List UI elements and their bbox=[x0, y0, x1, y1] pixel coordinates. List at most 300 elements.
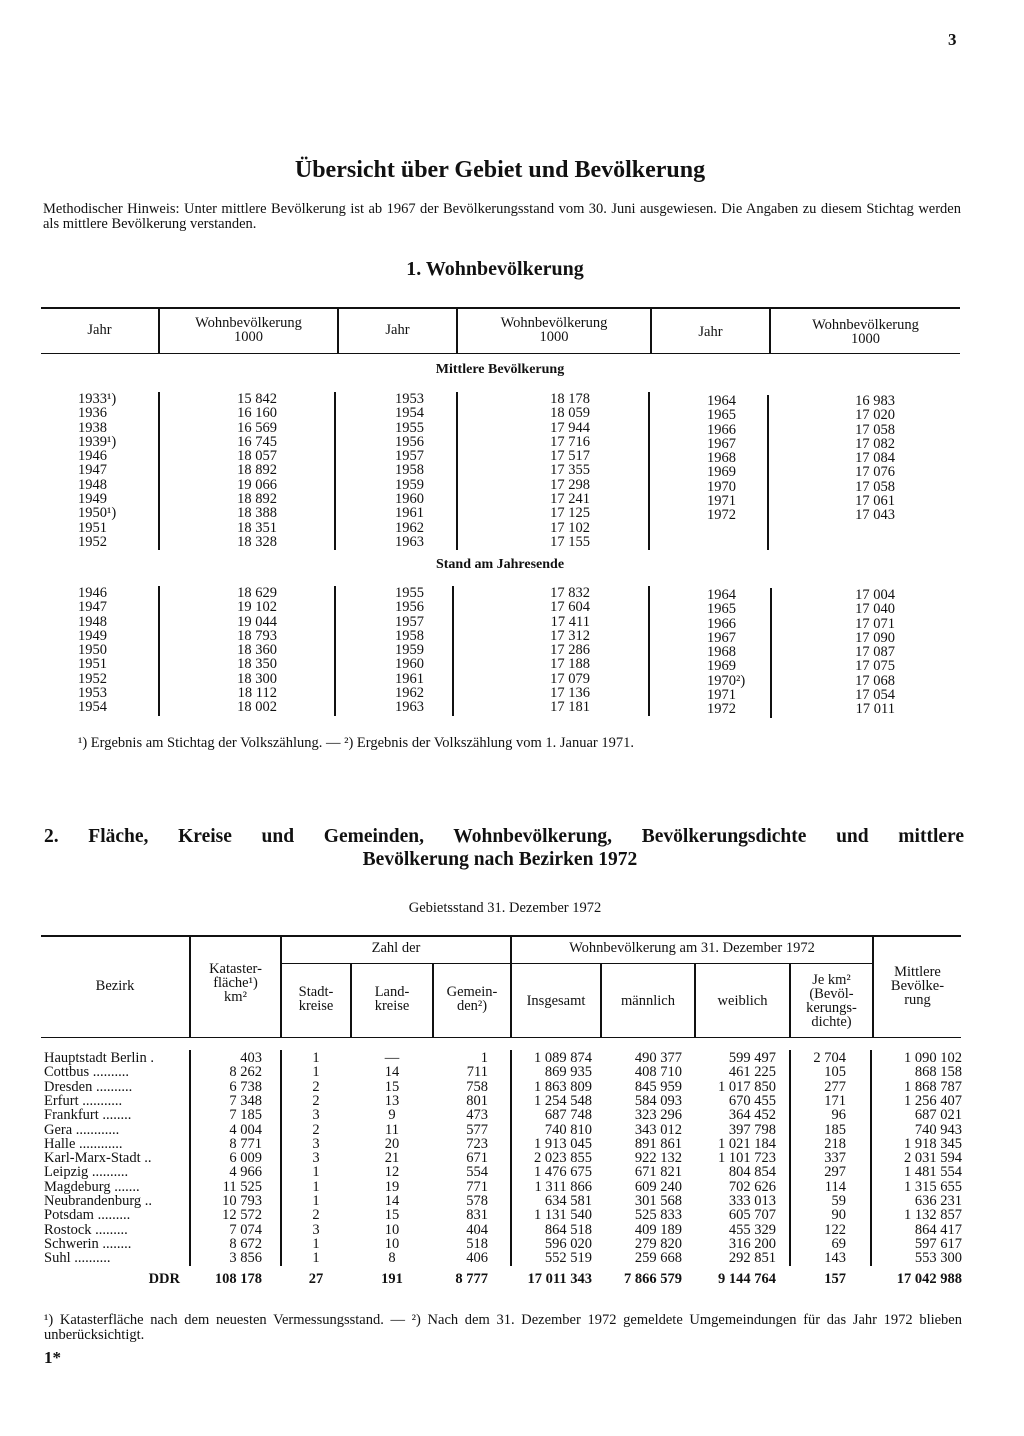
table-cell: 18 300 bbox=[237, 670, 277, 687]
table-cell: 1955 bbox=[395, 419, 424, 436]
table-cell: 1972 bbox=[707, 701, 736, 718]
table-cell: 18 057 bbox=[237, 448, 277, 465]
table-cell: 20 bbox=[384, 1135, 400, 1152]
table-cell: 1948 bbox=[78, 476, 107, 493]
bezirk-name: Rostock ......... bbox=[44, 1221, 128, 1238]
s-g3-values bbox=[815, 588, 895, 717]
sub-mittlere: Mittlere Bevölkerung bbox=[435, 362, 565, 377]
gebietsstand: Gebietsstand 31. Dezember 1972 bbox=[408, 900, 602, 916]
bezirk-name: Erfurt ........... bbox=[44, 1092, 123, 1109]
table-cell: 17 040 bbox=[855, 601, 895, 618]
s-g2-years bbox=[395, 586, 455, 715]
bezirk-name: Dresden .......... bbox=[44, 1078, 133, 1095]
t2-header-insgesamt: Insgesamt bbox=[526, 993, 586, 1009]
table-cell: 1970 bbox=[707, 478, 736, 495]
m-g2-values bbox=[510, 392, 590, 549]
table-cell: 6 738 bbox=[229, 1078, 262, 1095]
table-cell: 609 240 bbox=[634, 1178, 682, 1195]
table-cell: 17 061 bbox=[855, 493, 895, 510]
table-cell: 16 160 bbox=[237, 405, 277, 422]
table-cell: 17 075 bbox=[855, 658, 895, 675]
table-cell: 636 231 bbox=[914, 1193, 962, 1209]
page-title: Übersicht über Gebiet und Bevölkerung bbox=[294, 157, 706, 183]
m-g3-values bbox=[815, 394, 895, 523]
table-cell: 171 bbox=[824, 1092, 846, 1109]
table-cell: 1966 bbox=[707, 615, 736, 632]
table-cell: 19 044 bbox=[237, 613, 277, 630]
table-cell: 473 bbox=[466, 1107, 488, 1124]
table-cell: 143 bbox=[824, 1250, 846, 1267]
section1-heading: 1. Wohnbevölkerung bbox=[406, 258, 584, 280]
table-cell: 1950 bbox=[78, 642, 107, 659]
table-cell: 1 481 554 bbox=[904, 1164, 962, 1181]
table-cell: 4 004 bbox=[229, 1121, 262, 1138]
m-g1-values bbox=[200, 392, 277, 549]
table-cell: 18 328 bbox=[237, 533, 277, 550]
table-cell: 597 617 bbox=[914, 1235, 962, 1252]
total-cell: 8 777 bbox=[455, 1270, 488, 1287]
table-cell: 18 178 bbox=[550, 391, 590, 407]
m-g2-years bbox=[395, 392, 455, 549]
table-cell: 490 377 bbox=[634, 1050, 682, 1066]
signature-mark: 1* bbox=[44, 1348, 61, 1367]
table-cell: 12 bbox=[384, 1164, 400, 1181]
table-cell: 17 084 bbox=[855, 450, 895, 467]
table-cell: 864 518 bbox=[544, 1221, 592, 1238]
table-cell: 408 710 bbox=[634, 1064, 682, 1081]
table-cell: 1 863 809 bbox=[534, 1078, 592, 1095]
table-cell: 17 832 bbox=[550, 585, 590, 601]
t1-header-year-2: Jahr bbox=[385, 322, 410, 338]
total-cell: 17 011 343 bbox=[527, 1270, 592, 1287]
table-cell: 1964 bbox=[707, 393, 736, 409]
table-cell: 1951 bbox=[78, 656, 107, 673]
table-cell: 277 bbox=[824, 1078, 846, 1095]
table-cell: 316 200 bbox=[728, 1235, 776, 1252]
table-cell: 553 300 bbox=[914, 1250, 962, 1267]
t1-header-year-3: Jahr bbox=[698, 324, 723, 340]
bezirk-name: Neubrandenburg .. bbox=[44, 1193, 153, 1209]
table-cell: 17 298 bbox=[550, 476, 590, 493]
sub-stand: Stand am Jahresende bbox=[435, 557, 565, 572]
table-cell: 19 102 bbox=[237, 599, 277, 616]
table-cell: 17 004 bbox=[855, 587, 895, 603]
table-cell: 461 225 bbox=[728, 1064, 776, 1081]
table-cell: 17 082 bbox=[855, 435, 895, 452]
table-cell: 17 944 bbox=[550, 419, 590, 436]
table-cell: 1960 bbox=[395, 656, 424, 673]
table-cell: 518 bbox=[466, 1235, 488, 1252]
table-cell: 4 966 bbox=[229, 1164, 262, 1181]
table-cell: 17 125 bbox=[550, 505, 590, 522]
table-cell: 1 bbox=[312, 1064, 320, 1081]
table-cell: 16 983 bbox=[855, 393, 895, 409]
table-cell: 1951 bbox=[78, 519, 107, 536]
table2-group-rule bbox=[281, 963, 872, 964]
table-cell: 364 452 bbox=[728, 1107, 776, 1124]
table-cell: 18 892 bbox=[237, 491, 277, 508]
table-cell: 584 093 bbox=[634, 1092, 682, 1109]
t2-header-weiblich: weiblich bbox=[717, 993, 768, 1009]
section1-footnote: ¹) Ergebnis am Stichtag der Volkszählung. — ²) Ergebnis der Volkszählung vom 1. Januar 1971. bbox=[78, 735, 634, 751]
table-cell: 1 bbox=[312, 1250, 320, 1267]
table-cell: 1949 bbox=[78, 491, 107, 508]
table-cell: 1946 bbox=[78, 585, 107, 601]
table-cell: 10 bbox=[384, 1221, 400, 1238]
table-cell: 11 bbox=[385, 1121, 399, 1138]
total-cell: 7 866 579 bbox=[624, 1270, 682, 1287]
table-cell: 1 bbox=[312, 1050, 320, 1066]
t2-header-zahl-der: Zahl der bbox=[371, 940, 421, 956]
table-cell: 1965 bbox=[707, 601, 736, 618]
table-cell: 105 bbox=[824, 1064, 846, 1081]
table-cell: 1971 bbox=[707, 687, 736, 704]
table-cell: 740 943 bbox=[914, 1121, 962, 1138]
total-cell: 108 178 bbox=[214, 1270, 262, 1287]
table-cell: 723 bbox=[466, 1135, 488, 1152]
table-cell: 1956 bbox=[395, 599, 424, 616]
total-label: DDR bbox=[148, 1270, 180, 1287]
table-cell: 17 716 bbox=[550, 433, 590, 450]
bezirk-name: Magdeburg ....... bbox=[44, 1178, 140, 1195]
bezirk-name: Gera ............ bbox=[44, 1121, 120, 1138]
table-cell: 96 bbox=[831, 1107, 846, 1124]
t1-body-vline bbox=[767, 395, 769, 550]
table2-top-rule bbox=[41, 935, 961, 937]
table-cell: 3 bbox=[312, 1221, 320, 1238]
table-cell: 2 bbox=[312, 1078, 320, 1095]
t2-header-wohnbev: Wohnbevölkerung am 31. Dezember 1972 bbox=[569, 940, 815, 956]
table-cell: 17 076 bbox=[855, 464, 895, 481]
table-cell: 801 bbox=[466, 1092, 488, 1109]
table-cell: 891 861 bbox=[634, 1135, 682, 1152]
table-cell: 1964 bbox=[707, 587, 736, 603]
section2-heading-line2: Bevölkerung nach Bezirken 1972 bbox=[362, 849, 638, 870]
table-cell: 1938 bbox=[78, 419, 107, 436]
table-cell: 16 745 bbox=[237, 433, 277, 450]
t1-header-pop-2: Wohnbevölkerung 1000 bbox=[500, 315, 608, 345]
s-g3-years bbox=[707, 588, 767, 717]
table-cell: 15 842 bbox=[237, 391, 277, 407]
table-cell: 670 455 bbox=[728, 1092, 776, 1109]
table-cell: 1969 bbox=[707, 464, 736, 481]
table-cell: 711 bbox=[466, 1064, 488, 1081]
table-cell: 8 bbox=[388, 1250, 396, 1267]
table-cell: 1969 bbox=[707, 658, 736, 675]
table-cell: 19 066 bbox=[237, 476, 277, 493]
table-cell: 12 572 bbox=[222, 1207, 262, 1224]
bezirk-name: Cottbus .......... bbox=[44, 1064, 129, 1081]
table-cell: 1962 bbox=[395, 685, 424, 702]
table-cell: 1949 bbox=[78, 627, 107, 644]
bezirk-name: Suhl .......... bbox=[44, 1250, 111, 1267]
bezirk-name: Potsdam ......... bbox=[44, 1207, 131, 1224]
table-cell: 323 296 bbox=[634, 1107, 682, 1124]
table-cell: 1972 bbox=[707, 507, 736, 524]
bezirk-name: Halle ............ bbox=[44, 1135, 123, 1152]
table-cell: 2 bbox=[312, 1121, 320, 1138]
table-cell: 1 868 787 bbox=[904, 1078, 962, 1095]
m-g1-years bbox=[78, 392, 138, 549]
table-cell: 804 854 bbox=[728, 1164, 776, 1181]
table-cell: 17 155 bbox=[550, 533, 590, 550]
table-cell: 8 771 bbox=[229, 1135, 262, 1152]
table-cell: 687 021 bbox=[914, 1107, 962, 1124]
table-cell: 1 bbox=[312, 1193, 320, 1209]
table-cell: 1962 bbox=[395, 519, 424, 536]
table-cell: 1956 bbox=[395, 433, 424, 450]
bezirk-name: Karl-Marx-Stadt .. bbox=[44, 1150, 152, 1167]
table-cell: 578 bbox=[466, 1193, 488, 1209]
table-cell: 1 bbox=[312, 1235, 320, 1252]
table-cell: 1963 bbox=[395, 699, 424, 716]
table-cell: 17 136 bbox=[550, 685, 590, 702]
table-cell: 18 059 bbox=[550, 405, 590, 422]
table-cell: 301 568 bbox=[634, 1193, 682, 1209]
s-g1-years bbox=[78, 586, 138, 715]
bezirk-name: Leipzig .......... bbox=[44, 1164, 129, 1181]
s-g1-values bbox=[200, 586, 277, 715]
table-cell: 259 668 bbox=[634, 1250, 682, 1267]
table-cell: 18 350 bbox=[237, 656, 277, 673]
t2-header-je-km2: Je km² (Bevöl- kerungs- dichte) bbox=[806, 972, 857, 1030]
table1-header-rule bbox=[41, 353, 960, 354]
table-cell: 18 351 bbox=[237, 519, 277, 536]
table-cell: 1968 bbox=[707, 644, 736, 661]
table-cell: 17 054 bbox=[855, 687, 895, 704]
method-note: Methodischer Hinweis: Unter mittlere Bevölkerung ist ab 1967 der Bevölkerungsstand vom 30. Juni ausgewiesen. Die Angaben zu diesem Stichtag werden als mittlere Bevölkerung verstanden. bbox=[43, 201, 961, 232]
t1-body-vline bbox=[158, 586, 160, 716]
table-cell: 2 031 594 bbox=[904, 1150, 962, 1167]
table-cell: 122 bbox=[824, 1221, 846, 1238]
section2-heading-line1: 2. Fläche, Kreise und Gemeinden, Wohnbevölkerung, Bevölkerungsdichte und mittlere bbox=[44, 826, 964, 847]
table-cell: 8 672 bbox=[229, 1235, 262, 1252]
table2-header-rule bbox=[41, 1037, 961, 1038]
bezirk-name: Schwerin ........ bbox=[44, 1235, 132, 1252]
table-cell: 671 bbox=[466, 1150, 488, 1167]
table-cell: 2 023 855 bbox=[534, 1150, 592, 1167]
t2-header-gemeinden: Gemein- den²) bbox=[446, 984, 498, 1014]
table-cell: 18 793 bbox=[237, 627, 277, 644]
table-cell: 1957 bbox=[395, 613, 424, 630]
table-cell: 17 188 bbox=[550, 656, 590, 673]
table-cell: 525 833 bbox=[634, 1207, 682, 1224]
table-cell: 577 bbox=[466, 1121, 488, 1138]
table-cell: 15 bbox=[384, 1078, 400, 1095]
bezirk-name: Frankfurt ........ bbox=[44, 1107, 132, 1124]
table-cell: 1947 bbox=[78, 599, 107, 616]
table-cell: 2 bbox=[312, 1092, 320, 1109]
table-cell: 771 bbox=[466, 1178, 488, 1195]
table-cell: 17 181 bbox=[550, 699, 590, 716]
table-cell: 1 089 874 bbox=[534, 1050, 592, 1066]
table-cell: 21 bbox=[384, 1150, 400, 1167]
table-cell: 1 315 655 bbox=[904, 1178, 962, 1195]
table-cell: 1958 bbox=[395, 462, 424, 479]
table-cell: 10 bbox=[384, 1235, 400, 1252]
t1-body-vline bbox=[648, 586, 650, 716]
t2-header-stadtkreise: Stadt- kreise bbox=[298, 984, 334, 1014]
table-cell: 1 311 866 bbox=[534, 1178, 592, 1195]
table-cell: 1 131 540 bbox=[534, 1207, 592, 1224]
table-cell: 3 856 bbox=[229, 1250, 262, 1267]
table-cell: 1 017 850 bbox=[718, 1078, 776, 1095]
table-cell: 59 bbox=[831, 1193, 846, 1209]
table-cell: 1961 bbox=[395, 505, 424, 522]
table-cell: 15 bbox=[384, 1207, 400, 1224]
t1-body-vline bbox=[648, 392, 650, 550]
table-cell: 864 417 bbox=[914, 1221, 962, 1238]
table-cell: 18 360 bbox=[237, 642, 277, 659]
table-cell: 90 bbox=[831, 1207, 846, 1224]
table-cell: 17 079 bbox=[550, 670, 590, 687]
table-cell: 702 626 bbox=[728, 1178, 776, 1195]
table-cell: 17 411 bbox=[550, 613, 590, 630]
t1-header-pop-1: Wohnbevölkerung 1000 bbox=[195, 315, 302, 345]
table-cell: 17 241 bbox=[550, 491, 590, 508]
table-cell: 17 102 bbox=[550, 519, 590, 536]
table-cell: 17 517 bbox=[550, 448, 590, 465]
table-cell: 2 bbox=[312, 1207, 320, 1224]
table-cell: 922 132 bbox=[634, 1150, 682, 1167]
total-cell: 27 bbox=[308, 1270, 324, 1287]
table-cell: 1947 bbox=[78, 462, 107, 479]
total-cell: 191 bbox=[381, 1270, 403, 1287]
table-cell: 1936 bbox=[78, 405, 107, 422]
t1-body-vline bbox=[770, 588, 772, 718]
table-cell: 13 bbox=[384, 1092, 400, 1109]
table-cell: 17 087 bbox=[855, 644, 895, 661]
table-cell: 292 851 bbox=[728, 1250, 776, 1267]
table-cell: 14 bbox=[384, 1064, 400, 1081]
t1-header-pop-3: Wohnbevölkerung 1000 bbox=[812, 317, 919, 347]
table-cell: 404 bbox=[466, 1221, 488, 1238]
table-cell: 17 312 bbox=[550, 627, 590, 644]
table-cell: 1958 bbox=[395, 627, 424, 644]
table-cell: 7 185 bbox=[229, 1107, 262, 1124]
total-cell: 157 bbox=[824, 1270, 846, 1287]
table-cell: 343 012 bbox=[634, 1121, 682, 1138]
table-cell: 1 bbox=[312, 1178, 320, 1195]
table-cell: 1963 bbox=[395, 533, 424, 550]
table-cell: 868 158 bbox=[914, 1064, 962, 1081]
table-cell: 634 581 bbox=[544, 1193, 592, 1209]
table-cell: 3 bbox=[312, 1150, 320, 1167]
table-cell: 10 793 bbox=[222, 1193, 262, 1209]
table-cell: 1 101 723 bbox=[718, 1150, 776, 1167]
table-cell: 1 476 675 bbox=[534, 1164, 592, 1181]
t2-header-bezirk: Bezirk bbox=[95, 978, 135, 994]
table-cell: 9 bbox=[388, 1107, 396, 1124]
table-cell: 1 090 102 bbox=[904, 1050, 962, 1066]
table-cell: 1953 bbox=[78, 685, 107, 702]
table-cell: 7 348 bbox=[229, 1092, 262, 1109]
table-cell: 596 020 bbox=[544, 1235, 592, 1252]
table-cell: 1948 bbox=[78, 613, 107, 630]
table-cell: 869 935 bbox=[544, 1064, 592, 1081]
table-cell: 17 058 bbox=[855, 478, 895, 495]
table-cell: 218 bbox=[824, 1135, 846, 1152]
table-cell: 16 569 bbox=[237, 419, 277, 436]
table-cell: 740 810 bbox=[544, 1121, 592, 1138]
table-cell: 18 002 bbox=[237, 699, 277, 716]
table-cell: 17 043 bbox=[855, 507, 895, 524]
table-cell: 17 286 bbox=[550, 642, 590, 659]
table-cell: 17 090 bbox=[855, 629, 895, 646]
table-cell: 3 bbox=[312, 1135, 320, 1152]
table-cell: 1967 bbox=[707, 435, 736, 452]
table-cell: 1967 bbox=[707, 629, 736, 646]
table-cell: 19 bbox=[384, 1178, 400, 1195]
t2-header-maennlich: männlich bbox=[621, 993, 675, 1009]
table-cell: 403 bbox=[240, 1050, 262, 1066]
table-cell: 1946 bbox=[78, 448, 107, 465]
table1-top-rule bbox=[41, 307, 960, 309]
table-cell: 3 bbox=[312, 1107, 320, 1124]
table-cell: 17 011 bbox=[855, 701, 895, 718]
section2-footnote: ¹) Katasterfläche nach dem neuesten Vermessungsstand. — ²) Nach dem 31. Dezember 1972 gemeldete Umgemeindungen für das Jahr 1972 blieben unberücksichtigt. bbox=[44, 1312, 962, 1343]
table-cell: 397 798 bbox=[728, 1121, 776, 1138]
table-cell: — bbox=[384, 1050, 400, 1066]
table-cell: 69 bbox=[831, 1235, 846, 1252]
m-g3-years bbox=[707, 394, 767, 523]
table-cell: 1957 bbox=[395, 448, 424, 465]
table-cell: 17 355 bbox=[550, 462, 590, 479]
table-cell: 17 020 bbox=[855, 407, 895, 424]
t1-body-vline bbox=[334, 586, 336, 716]
table-cell: 17 058 bbox=[855, 421, 895, 438]
table-cell: 605 707 bbox=[728, 1207, 776, 1224]
table-cell: 1961 bbox=[395, 670, 424, 687]
table-cell: 1952 bbox=[78, 533, 107, 550]
table-cell: 18 629 bbox=[237, 585, 277, 601]
table-cell: 552 519 bbox=[544, 1250, 592, 1267]
t1-body-vline bbox=[334, 392, 336, 550]
table-cell: 6 009 bbox=[229, 1150, 262, 1167]
table-cell: 1971 bbox=[707, 493, 736, 510]
table-cell: 333 013 bbox=[728, 1193, 776, 1209]
table-cell: 1 132 857 bbox=[904, 1207, 962, 1224]
table-cell: 1 918 345 bbox=[904, 1135, 962, 1152]
table-cell: 1933¹) bbox=[78, 391, 117, 407]
table-cell: 687 748 bbox=[544, 1107, 592, 1124]
table-cell: 1959 bbox=[395, 642, 424, 659]
table-cell: 1959 bbox=[395, 476, 424, 493]
table-cell: 1968 bbox=[707, 450, 736, 467]
total-cell: 9 144 764 bbox=[718, 1270, 776, 1287]
table-cell: 1954 bbox=[78, 699, 107, 716]
t2-header-mittlere: Mittlere Bevölke- rung bbox=[890, 964, 945, 1008]
s-g2-values bbox=[510, 586, 590, 715]
t1-body-vline bbox=[158, 392, 160, 550]
table-cell: 845 959 bbox=[634, 1078, 682, 1095]
table-cell: 671 821 bbox=[634, 1164, 682, 1181]
table-cell: 758 bbox=[466, 1078, 488, 1095]
t2-header-kataster: Kataster- fläche¹) km² bbox=[209, 961, 262, 1005]
table-cell: 455 329 bbox=[728, 1221, 776, 1238]
table-cell: 18 112 bbox=[237, 685, 277, 702]
table-cell: 17 068 bbox=[855, 672, 895, 689]
t1-header-year-1: Jahr bbox=[87, 322, 112, 338]
table-cell: 279 820 bbox=[634, 1235, 682, 1252]
table-cell: 406 bbox=[466, 1250, 488, 1267]
table-cell: 2 704 bbox=[813, 1050, 846, 1066]
table-cell: 8 262 bbox=[229, 1064, 262, 1081]
table-cell: 554 bbox=[466, 1164, 488, 1181]
table-cell: 1950¹) bbox=[78, 505, 117, 522]
page-number: 3 bbox=[948, 30, 957, 49]
table-cell: 1 256 407 bbox=[904, 1092, 962, 1109]
